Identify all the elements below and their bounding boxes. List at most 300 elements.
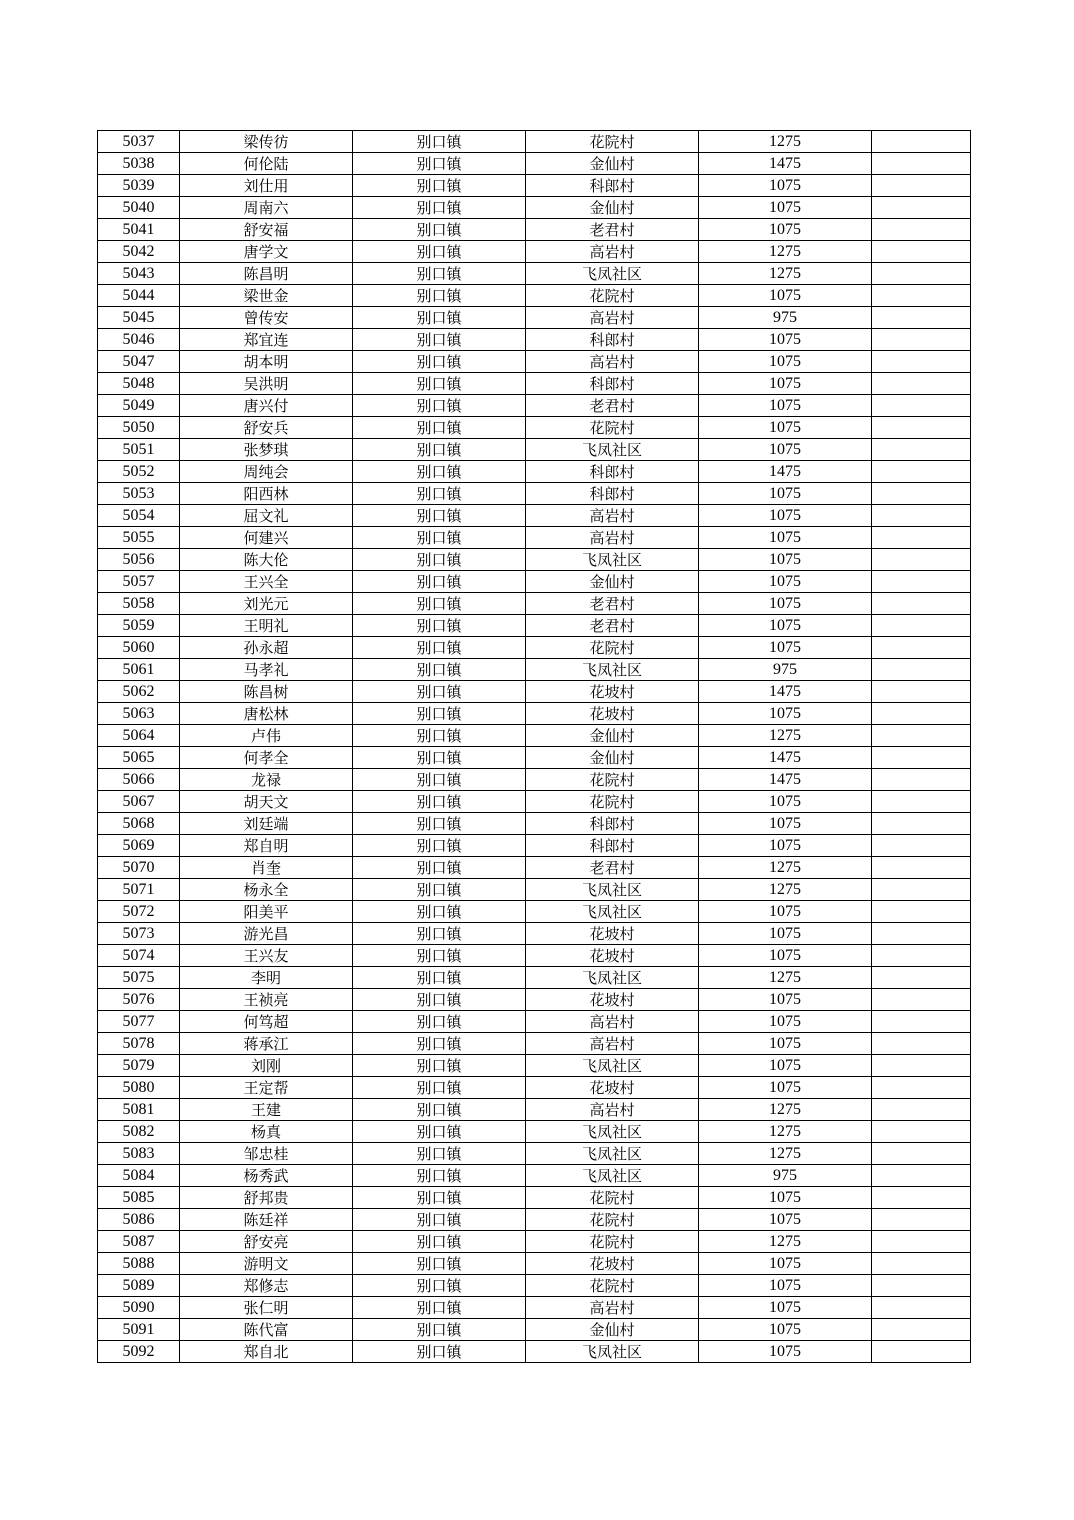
name-cell: 刘刚 [180, 1055, 353, 1077]
town-cell: 别口镇 [353, 879, 526, 901]
amount-cell: 1475 [699, 769, 872, 791]
remarks-cell [872, 175, 971, 197]
town-cell: 别口镇 [353, 1341, 526, 1363]
amount-cell: 1075 [699, 197, 872, 219]
row-number-cell: 5071 [98, 879, 180, 901]
table-row [98, 439, 971, 461]
row-number-cell: 5085 [98, 1187, 180, 1209]
amount-cell: 1275 [699, 1121, 872, 1143]
row-number-cell: 5060 [98, 637, 180, 659]
village-cell: 高岩村 [526, 241, 699, 263]
amount-cell: 1075 [699, 1055, 872, 1077]
town-cell: 别口镇 [353, 549, 526, 571]
table-row [98, 1033, 971, 1055]
amount-cell: 1475 [699, 747, 872, 769]
amount-cell: 1275 [699, 131, 872, 153]
row-number-cell: 5063 [98, 703, 180, 725]
village-cell: 高岩村 [526, 307, 699, 329]
amount-cell: 1075 [699, 571, 872, 593]
remarks-cell [872, 1077, 971, 1099]
remarks-cell [872, 1099, 971, 1121]
table-row [98, 527, 971, 549]
remarks-cell [872, 879, 971, 901]
remarks-cell [872, 505, 971, 527]
table-row [98, 461, 971, 483]
row-number-cell: 5077 [98, 1011, 180, 1033]
row-number-cell: 5062 [98, 681, 180, 703]
village-cell: 老君村 [526, 615, 699, 637]
amount-cell: 1075 [699, 373, 872, 395]
town-cell: 别口镇 [353, 175, 526, 197]
name-cell: 邹忠桂 [180, 1143, 353, 1165]
row-number-cell: 5082 [98, 1121, 180, 1143]
village-cell: 科郎村 [526, 373, 699, 395]
town-cell: 别口镇 [353, 747, 526, 769]
name-cell: 周南六 [180, 197, 353, 219]
remarks-cell [872, 197, 971, 219]
remarks-cell [872, 1143, 971, 1165]
name-cell: 周纯会 [180, 461, 353, 483]
amount-cell: 1075 [699, 1077, 872, 1099]
remarks-cell [872, 1253, 971, 1275]
town-cell: 别口镇 [353, 659, 526, 681]
row-number-cell: 5088 [98, 1253, 180, 1275]
village-cell: 老君村 [526, 219, 699, 241]
remarks-cell [872, 219, 971, 241]
village-cell: 飞凤社区 [526, 659, 699, 681]
name-cell: 何孝全 [180, 747, 353, 769]
amount-cell: 1075 [699, 1253, 872, 1275]
town-cell: 别口镇 [353, 1297, 526, 1319]
town-cell: 别口镇 [353, 857, 526, 879]
row-number-cell: 5081 [98, 1099, 180, 1121]
row-number-cell: 5089 [98, 1275, 180, 1297]
subsidy-roster-table [97, 130, 971, 1363]
row-number-cell: 5075 [98, 967, 180, 989]
town-cell: 别口镇 [353, 351, 526, 373]
row-number-cell: 5059 [98, 615, 180, 637]
town-cell: 别口镇 [353, 285, 526, 307]
table-row [98, 241, 971, 263]
town-cell: 别口镇 [353, 439, 526, 461]
remarks-cell [872, 307, 971, 329]
table-row [98, 549, 971, 571]
name-cell: 梁世金 [180, 285, 353, 307]
town-cell: 别口镇 [353, 483, 526, 505]
amount-cell: 975 [699, 659, 872, 681]
row-number-cell: 5056 [98, 549, 180, 571]
remarks-cell [872, 835, 971, 857]
village-cell: 科郎村 [526, 329, 699, 351]
village-cell: 高岩村 [526, 351, 699, 373]
remarks-cell [872, 725, 971, 747]
village-cell: 高岩村 [526, 1297, 699, 1319]
village-cell: 飞凤社区 [526, 967, 699, 989]
row-number-cell: 5040 [98, 197, 180, 219]
row-number-cell: 5042 [98, 241, 180, 263]
row-number-cell: 5057 [98, 571, 180, 593]
amount-cell: 1075 [699, 395, 872, 417]
village-cell: 飞凤社区 [526, 1121, 699, 1143]
village-cell: 飞凤社区 [526, 879, 699, 901]
town-cell: 别口镇 [353, 263, 526, 285]
remarks-cell [872, 1011, 971, 1033]
table-row [98, 1187, 971, 1209]
table-row [98, 1231, 971, 1253]
town-cell: 别口镇 [353, 1165, 526, 1187]
table-row [98, 571, 971, 593]
name-cell: 王祯亮 [180, 989, 353, 1011]
name-cell: 刘廷端 [180, 813, 353, 835]
name-cell: 阳西林 [180, 483, 353, 505]
amount-cell: 1075 [699, 835, 872, 857]
amount-cell: 1075 [699, 285, 872, 307]
town-cell: 别口镇 [353, 197, 526, 219]
name-cell: 舒邦贵 [180, 1187, 353, 1209]
village-cell: 飞凤社区 [526, 901, 699, 923]
town-cell: 别口镇 [353, 967, 526, 989]
village-cell: 花院村 [526, 1231, 699, 1253]
town-cell: 别口镇 [353, 131, 526, 153]
table-row [98, 197, 971, 219]
amount-cell: 1075 [699, 175, 872, 197]
row-number-cell: 5051 [98, 439, 180, 461]
village-cell: 花院村 [526, 285, 699, 307]
remarks-cell [872, 857, 971, 879]
amount-cell: 1075 [699, 549, 872, 571]
amount-cell: 1275 [699, 1099, 872, 1121]
amount-cell: 1275 [699, 1143, 872, 1165]
remarks-cell [872, 1319, 971, 1341]
amount-cell: 1075 [699, 439, 872, 461]
row-number-cell: 5092 [98, 1341, 180, 1363]
table-row [98, 153, 971, 175]
table-row [98, 505, 971, 527]
row-number-cell: 5039 [98, 175, 180, 197]
remarks-cell [872, 241, 971, 263]
table-row [98, 351, 971, 373]
table-row [98, 483, 971, 505]
village-cell: 飞凤社区 [526, 263, 699, 285]
amount-cell: 1075 [699, 505, 872, 527]
town-cell: 别口镇 [353, 901, 526, 923]
name-cell: 阳美平 [180, 901, 353, 923]
amount-cell: 1075 [699, 1209, 872, 1231]
town-cell: 别口镇 [353, 1121, 526, 1143]
remarks-cell [872, 1187, 971, 1209]
row-number-cell: 5046 [98, 329, 180, 351]
row-number-cell: 5073 [98, 923, 180, 945]
name-cell: 肖奎 [180, 857, 353, 879]
amount-cell: 1475 [699, 681, 872, 703]
town-cell: 别口镇 [353, 373, 526, 395]
name-cell: 王兴全 [180, 571, 353, 593]
table-row [98, 329, 971, 351]
amount-cell: 1075 [699, 483, 872, 505]
town-cell: 别口镇 [353, 1319, 526, 1341]
table-row [98, 263, 971, 285]
village-cell: 金仙村 [526, 725, 699, 747]
row-number-cell: 5048 [98, 373, 180, 395]
name-cell: 郑自北 [180, 1341, 353, 1363]
village-cell: 花院村 [526, 637, 699, 659]
remarks-cell [872, 1121, 971, 1143]
amount-cell: 1275 [699, 967, 872, 989]
remarks-cell [872, 967, 971, 989]
amount-cell: 1075 [699, 1033, 872, 1055]
village-cell: 高岩村 [526, 1011, 699, 1033]
amount-cell: 1275 [699, 263, 872, 285]
village-cell: 花院村 [526, 791, 699, 813]
village-cell: 金仙村 [526, 571, 699, 593]
village-cell: 飞凤社区 [526, 1143, 699, 1165]
table-row [98, 725, 971, 747]
remarks-cell [872, 571, 971, 593]
town-cell: 别口镇 [353, 1209, 526, 1231]
amount-cell: 1275 [699, 725, 872, 747]
name-cell: 杨真 [180, 1121, 353, 1143]
remarks-cell [872, 989, 971, 1011]
table-row [98, 175, 971, 197]
village-cell: 花坡村 [526, 989, 699, 1011]
row-number-cell: 5086 [98, 1209, 180, 1231]
row-number-cell: 5074 [98, 945, 180, 967]
town-cell: 别口镇 [353, 593, 526, 615]
row-number-cell: 5079 [98, 1055, 180, 1077]
remarks-cell [872, 615, 971, 637]
table-row [98, 1011, 971, 1033]
remarks-cell [872, 527, 971, 549]
name-cell: 陈廷祥 [180, 1209, 353, 1231]
village-cell: 飞凤社区 [526, 1055, 699, 1077]
table-row [98, 1055, 971, 1077]
town-cell: 别口镇 [353, 153, 526, 175]
name-cell: 郑宜连 [180, 329, 353, 351]
row-number-cell: 5068 [98, 813, 180, 835]
remarks-cell [872, 945, 971, 967]
remarks-cell [872, 1033, 971, 1055]
village-cell: 花坡村 [526, 923, 699, 945]
town-cell: 别口镇 [353, 1253, 526, 1275]
row-number-cell: 5067 [98, 791, 180, 813]
name-cell: 卢伟 [180, 725, 353, 747]
village-cell: 飞凤社区 [526, 1341, 699, 1363]
remarks-cell [872, 1165, 971, 1187]
table-row [98, 747, 971, 769]
name-cell: 刘光元 [180, 593, 353, 615]
name-cell: 唐松林 [180, 703, 353, 725]
amount-cell: 1275 [699, 857, 872, 879]
row-number-cell: 5076 [98, 989, 180, 1011]
name-cell: 胡本明 [180, 351, 353, 373]
name-cell: 王建 [180, 1099, 353, 1121]
name-cell: 孙永超 [180, 637, 353, 659]
village-cell: 花院村 [526, 769, 699, 791]
row-number-cell: 5054 [98, 505, 180, 527]
remarks-cell [872, 769, 971, 791]
remarks-cell [872, 439, 971, 461]
name-cell: 唐学文 [180, 241, 353, 263]
remarks-cell [872, 1055, 971, 1077]
remarks-cell [872, 593, 971, 615]
town-cell: 别口镇 [353, 615, 526, 637]
name-cell: 陈代富 [180, 1319, 353, 1341]
village-cell: 花院村 [526, 1275, 699, 1297]
amount-cell: 1075 [699, 1297, 872, 1319]
row-number-cell: 5061 [98, 659, 180, 681]
town-cell: 别口镇 [353, 1011, 526, 1033]
remarks-cell [872, 483, 971, 505]
village-cell: 飞凤社区 [526, 439, 699, 461]
name-cell: 何建兴 [180, 527, 353, 549]
name-cell: 郑自明 [180, 835, 353, 857]
name-cell: 蒋承江 [180, 1033, 353, 1055]
town-cell: 别口镇 [353, 923, 526, 945]
village-cell: 高岩村 [526, 527, 699, 549]
town-cell: 别口镇 [353, 1275, 526, 1297]
remarks-cell [872, 813, 971, 835]
amount-cell: 1075 [699, 219, 872, 241]
name-cell: 李明 [180, 967, 353, 989]
village-cell: 花坡村 [526, 1077, 699, 1099]
town-cell: 别口镇 [353, 725, 526, 747]
town-cell: 别口镇 [353, 219, 526, 241]
table-row [98, 1077, 971, 1099]
name-cell: 张仁明 [180, 1297, 353, 1319]
row-number-cell: 5069 [98, 835, 180, 857]
remarks-cell [872, 747, 971, 769]
row-number-cell: 5052 [98, 461, 180, 483]
town-cell: 别口镇 [353, 835, 526, 857]
town-cell: 别口镇 [353, 505, 526, 527]
village-cell: 科郎村 [526, 461, 699, 483]
village-cell: 花坡村 [526, 681, 699, 703]
amount-cell: 1275 [699, 1231, 872, 1253]
name-cell: 唐兴付 [180, 395, 353, 417]
town-cell: 别口镇 [353, 813, 526, 835]
remarks-cell [872, 901, 971, 923]
name-cell: 吴洪明 [180, 373, 353, 395]
town-cell: 别口镇 [353, 307, 526, 329]
table-row [98, 373, 971, 395]
table-body [98, 131, 971, 1363]
table-row [98, 857, 971, 879]
row-number-cell: 5083 [98, 1143, 180, 1165]
table-row [98, 615, 971, 637]
amount-cell: 1075 [699, 615, 872, 637]
town-cell: 别口镇 [353, 527, 526, 549]
table-row [98, 219, 971, 241]
table-row [98, 1319, 971, 1341]
town-cell: 别口镇 [353, 989, 526, 1011]
remarks-cell [872, 285, 971, 307]
amount-cell: 1475 [699, 461, 872, 483]
village-cell: 花院村 [526, 417, 699, 439]
amount-cell: 1275 [699, 241, 872, 263]
table-row [98, 1253, 971, 1275]
table-row [98, 703, 971, 725]
remarks-cell [872, 153, 971, 175]
remarks-cell [872, 703, 971, 725]
name-cell: 何笃超 [180, 1011, 353, 1033]
table-row [98, 417, 971, 439]
village-cell: 高岩村 [526, 1033, 699, 1055]
remarks-cell [872, 681, 971, 703]
town-cell: 别口镇 [353, 1187, 526, 1209]
village-cell: 金仙村 [526, 1319, 699, 1341]
remarks-cell [872, 1209, 971, 1231]
table-row [98, 879, 971, 901]
row-number-cell: 5038 [98, 153, 180, 175]
name-cell: 舒安亮 [180, 1231, 353, 1253]
amount-cell: 1275 [699, 879, 872, 901]
table-row [98, 307, 971, 329]
town-cell: 别口镇 [353, 1077, 526, 1099]
row-number-cell: 5091 [98, 1319, 180, 1341]
town-cell: 别口镇 [353, 1231, 526, 1253]
amount-cell: 1475 [699, 153, 872, 175]
village-cell: 花坡村 [526, 945, 699, 967]
amount-cell: 1075 [699, 901, 872, 923]
row-number-cell: 5072 [98, 901, 180, 923]
row-number-cell: 5087 [98, 1231, 180, 1253]
row-number-cell: 5053 [98, 483, 180, 505]
name-cell: 马孝礼 [180, 659, 353, 681]
village-cell: 金仙村 [526, 197, 699, 219]
remarks-cell [872, 373, 971, 395]
amount-cell: 975 [699, 1165, 872, 1187]
row-number-cell: 5049 [98, 395, 180, 417]
amount-cell: 1075 [699, 527, 872, 549]
village-cell: 飞凤社区 [526, 549, 699, 571]
village-cell: 花院村 [526, 1187, 699, 1209]
row-number-cell: 5047 [98, 351, 180, 373]
remarks-cell [872, 659, 971, 681]
table-row [98, 131, 971, 153]
row-number-cell: 5041 [98, 219, 180, 241]
town-cell: 别口镇 [353, 769, 526, 791]
town-cell: 别口镇 [353, 791, 526, 813]
amount-cell: 1075 [699, 1011, 872, 1033]
amount-cell: 1075 [699, 329, 872, 351]
name-cell: 胡天文 [180, 791, 353, 813]
amount-cell: 1075 [699, 813, 872, 835]
village-cell: 金仙村 [526, 153, 699, 175]
table-row [98, 395, 971, 417]
village-cell: 飞凤社区 [526, 1165, 699, 1187]
row-number-cell: 5037 [98, 131, 180, 153]
village-cell: 科郎村 [526, 175, 699, 197]
remarks-cell [872, 395, 971, 417]
village-cell: 高岩村 [526, 505, 699, 527]
name-cell: 何伦陆 [180, 153, 353, 175]
row-number-cell: 5064 [98, 725, 180, 747]
town-cell: 别口镇 [353, 1055, 526, 1077]
town-cell: 别口镇 [353, 571, 526, 593]
row-number-cell: 5043 [98, 263, 180, 285]
town-cell: 别口镇 [353, 945, 526, 967]
remarks-cell [872, 1341, 971, 1363]
town-cell: 别口镇 [353, 461, 526, 483]
table-row [98, 791, 971, 813]
amount-cell: 975 [699, 307, 872, 329]
name-cell: 曾传安 [180, 307, 353, 329]
table-row [98, 967, 971, 989]
row-number-cell: 5044 [98, 285, 180, 307]
town-cell: 别口镇 [353, 417, 526, 439]
remarks-cell [872, 417, 971, 439]
village-cell: 金仙村 [526, 747, 699, 769]
